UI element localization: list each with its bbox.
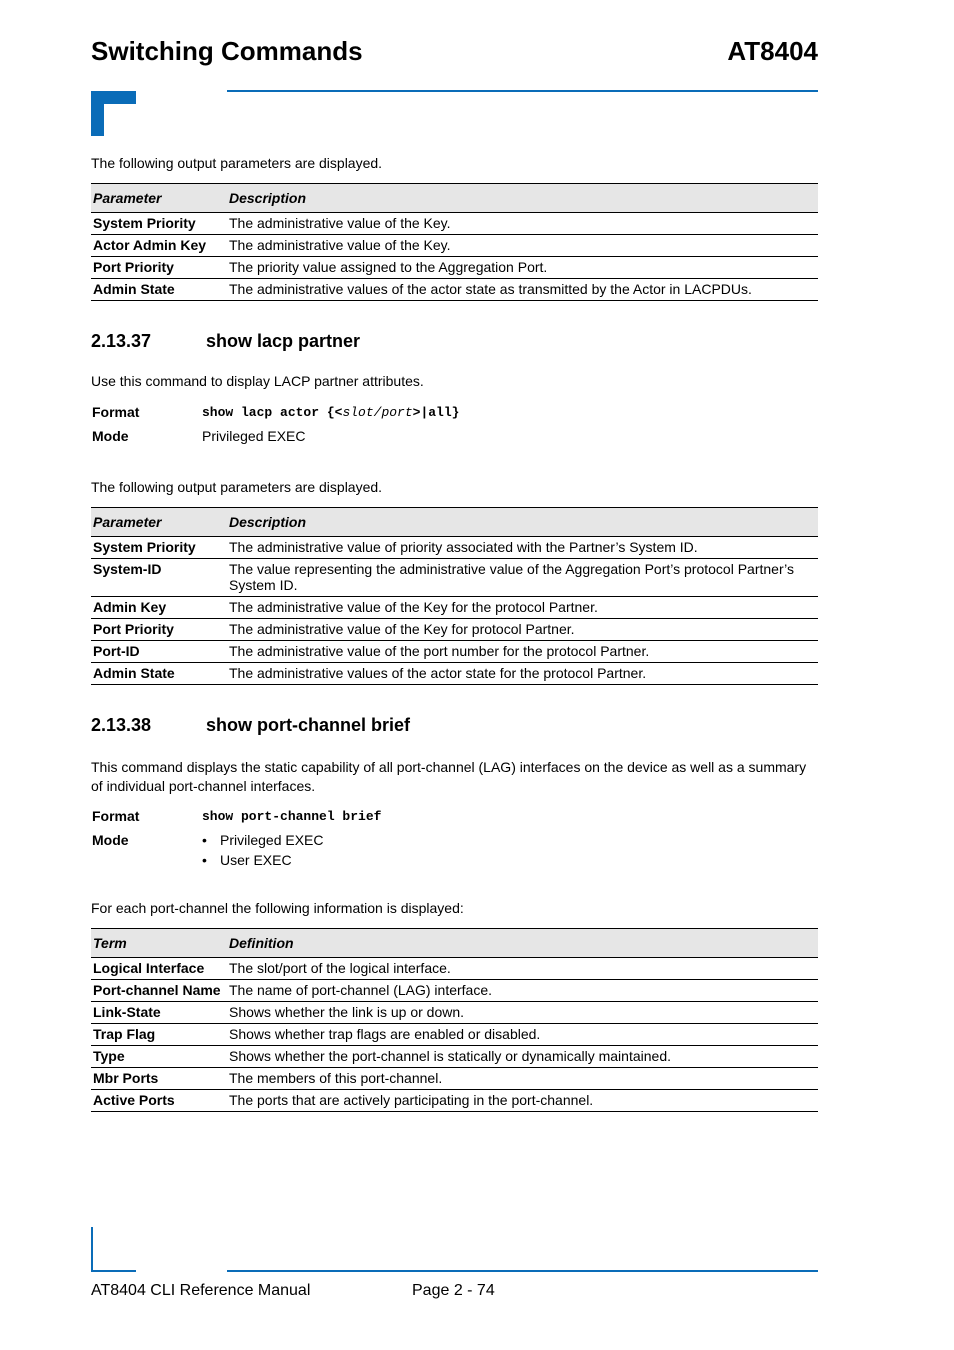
mode-list-38 — [202, 830, 324, 870]
term-name: Logical Interface — [91, 958, 227, 980]
table-row — [91, 1002, 818, 1024]
intro-text-2: The following output parameters are displayed. — [91, 479, 383, 495]
header-model: AT8404 — [727, 36, 818, 66]
table-row — [91, 1024, 818, 1046]
term-definition: Shows whether the port-channel is statically or dynamically maintained. — [227, 1046, 818, 1068]
table-header-row — [91, 508, 818, 537]
column-header-parameter: Parameter — [91, 508, 227, 537]
column-header-description: Description — [227, 184, 818, 213]
term-name: Active Ports — [91, 1090, 227, 1112]
header-title: Switching Commands — [91, 36, 363, 66]
parameter-description: The administrative value of the Key. — [227, 213, 818, 235]
footer-manual-title: AT8404 CLI Reference Manual — [91, 1282, 311, 1299]
header-rule — [227, 90, 818, 92]
term-name: Type — [91, 1046, 227, 1068]
parameter-name: System Priority — [91, 213, 227, 235]
column-header-parameter: Parameter — [91, 184, 227, 213]
parameter-description: The value representing the administrative value of the Aggregation Port’s protocol Partner’s System ID. — [227, 559, 818, 597]
parameter-name: Admin State — [91, 279, 227, 301]
parameter-name: Actor Admin Key — [91, 235, 227, 257]
column-header-term: Term — [91, 929, 227, 958]
term-definition: The name of port-channel (LAG) interface. — [227, 980, 818, 1002]
format-command-38: show port-channel brief — [202, 809, 382, 824]
format-label-38: Format — [92, 808, 140, 824]
table-header-row — [91, 929, 818, 958]
table-row — [91, 257, 818, 279]
section-description-38: This command displays the static capability of all port-channel (LAG) interfaces on the device as well as a summary of individual port-channel interfaces. — [91, 759, 807, 794]
parameter-description: The administrative values of the actor state as transmitted by the Actor in LACPDUs. — [227, 279, 818, 301]
corner-mark-bottom-horizontal — [91, 1270, 136, 1272]
section-title-38: show port-channel brief — [206, 715, 411, 735]
parameter-description: The administrative value of the Key for protocol Partner. — [227, 619, 818, 641]
parameter-name: Admin State — [91, 663, 227, 685]
table-row — [91, 619, 818, 641]
command-variable: slot/port — [342, 405, 413, 420]
footer-page-number: Page 2 - 74 — [412, 1282, 495, 1299]
table-row — [91, 1090, 818, 1112]
table-row — [91, 537, 818, 559]
table-row — [91, 1046, 818, 1068]
section-title-37: show lacp partner — [206, 331, 361, 351]
parameter-name: Port-ID — [91, 641, 227, 663]
table-row — [91, 559, 818, 597]
intro-text-3: For each port-channel the following information is displayed: — [91, 900, 464, 916]
port-channel-terms-table — [91, 928, 818, 1112]
term-definition: The ports that are actively participating in the port-channel. — [227, 1090, 818, 1112]
table-row — [91, 641, 818, 663]
format-label-37: Format — [92, 404, 140, 420]
table-row — [91, 279, 818, 301]
section-number-37: 2.13.37 — [91, 331, 152, 351]
table-row — [91, 1068, 818, 1090]
mode-value-37: Privileged EXEC — [202, 428, 306, 444]
term-definition: Shows whether the link is up or down. — [227, 1002, 818, 1024]
table-header-row — [91, 184, 818, 213]
corner-mark-top-horizontal — [91, 91, 136, 104]
parameter-name: System-ID — [91, 559, 227, 597]
term-name: Link-State — [91, 1002, 227, 1024]
table-row — [91, 213, 818, 235]
table-row — [91, 980, 818, 1002]
term-definition: The members of this port-channel. — [227, 1068, 818, 1090]
term-definition: The slot/port of the logical interface. — [227, 958, 818, 980]
section-number-38: 2.13.38 — [91, 715, 152, 735]
list-item: • User EXEC — [202, 850, 324, 870]
term-definition: Shows whether trap flags are enabled or disabled. — [227, 1024, 818, 1046]
parameter-name: Port Priority — [91, 257, 227, 279]
command-prefix: show lacp actor {< — [202, 405, 343, 420]
command-suffix: >|all} — [412, 405, 460, 420]
column-header-definition: Definition — [227, 929, 818, 958]
corner-mark-bottom-vertical — [91, 1227, 93, 1272]
parameter-description: The administrative value of the Key for the protocol Partner. — [227, 597, 818, 619]
footer-rule — [227, 1270, 818, 1272]
table-row — [91, 958, 818, 980]
actor-parameters-table — [91, 183, 818, 301]
parameter-description: The administrative value of the port number for the protocol Partner. — [227, 641, 818, 663]
format-command-37 — [202, 405, 459, 420]
table-row — [91, 597, 818, 619]
section-description-37: Use this command to display LACP partner attributes. — [91, 373, 424, 389]
parameter-name: Port Priority — [91, 619, 227, 641]
table-row — [91, 235, 818, 257]
term-name: Port-channel Name — [91, 980, 227, 1002]
parameter-description: The administrative values of the actor state for the protocol Partner. — [227, 663, 818, 685]
mode-label-37: Mode — [92, 428, 129, 444]
parameter-name: Admin Key — [91, 597, 227, 619]
parameter-description: The administrative value of the Key. — [227, 235, 818, 257]
parameter-name: System Priority — [91, 537, 227, 559]
mode-label-38: Mode — [92, 832, 129, 848]
parameter-description: The administrative value of priority associated with the Partner’s System ID. — [227, 537, 818, 559]
intro-text-1: The following output parameters are displayed. — [91, 155, 383, 171]
column-header-description: Description — [227, 508, 818, 537]
list-item: • Privileged EXEC — [202, 830, 324, 850]
term-name: Trap Flag — [91, 1024, 227, 1046]
table-row — [91, 663, 818, 685]
partner-parameters-table — [91, 507, 818, 685]
term-name: Mbr Ports — [91, 1068, 227, 1090]
parameter-description: The priority value assigned to the Aggregation Port. — [227, 257, 818, 279]
